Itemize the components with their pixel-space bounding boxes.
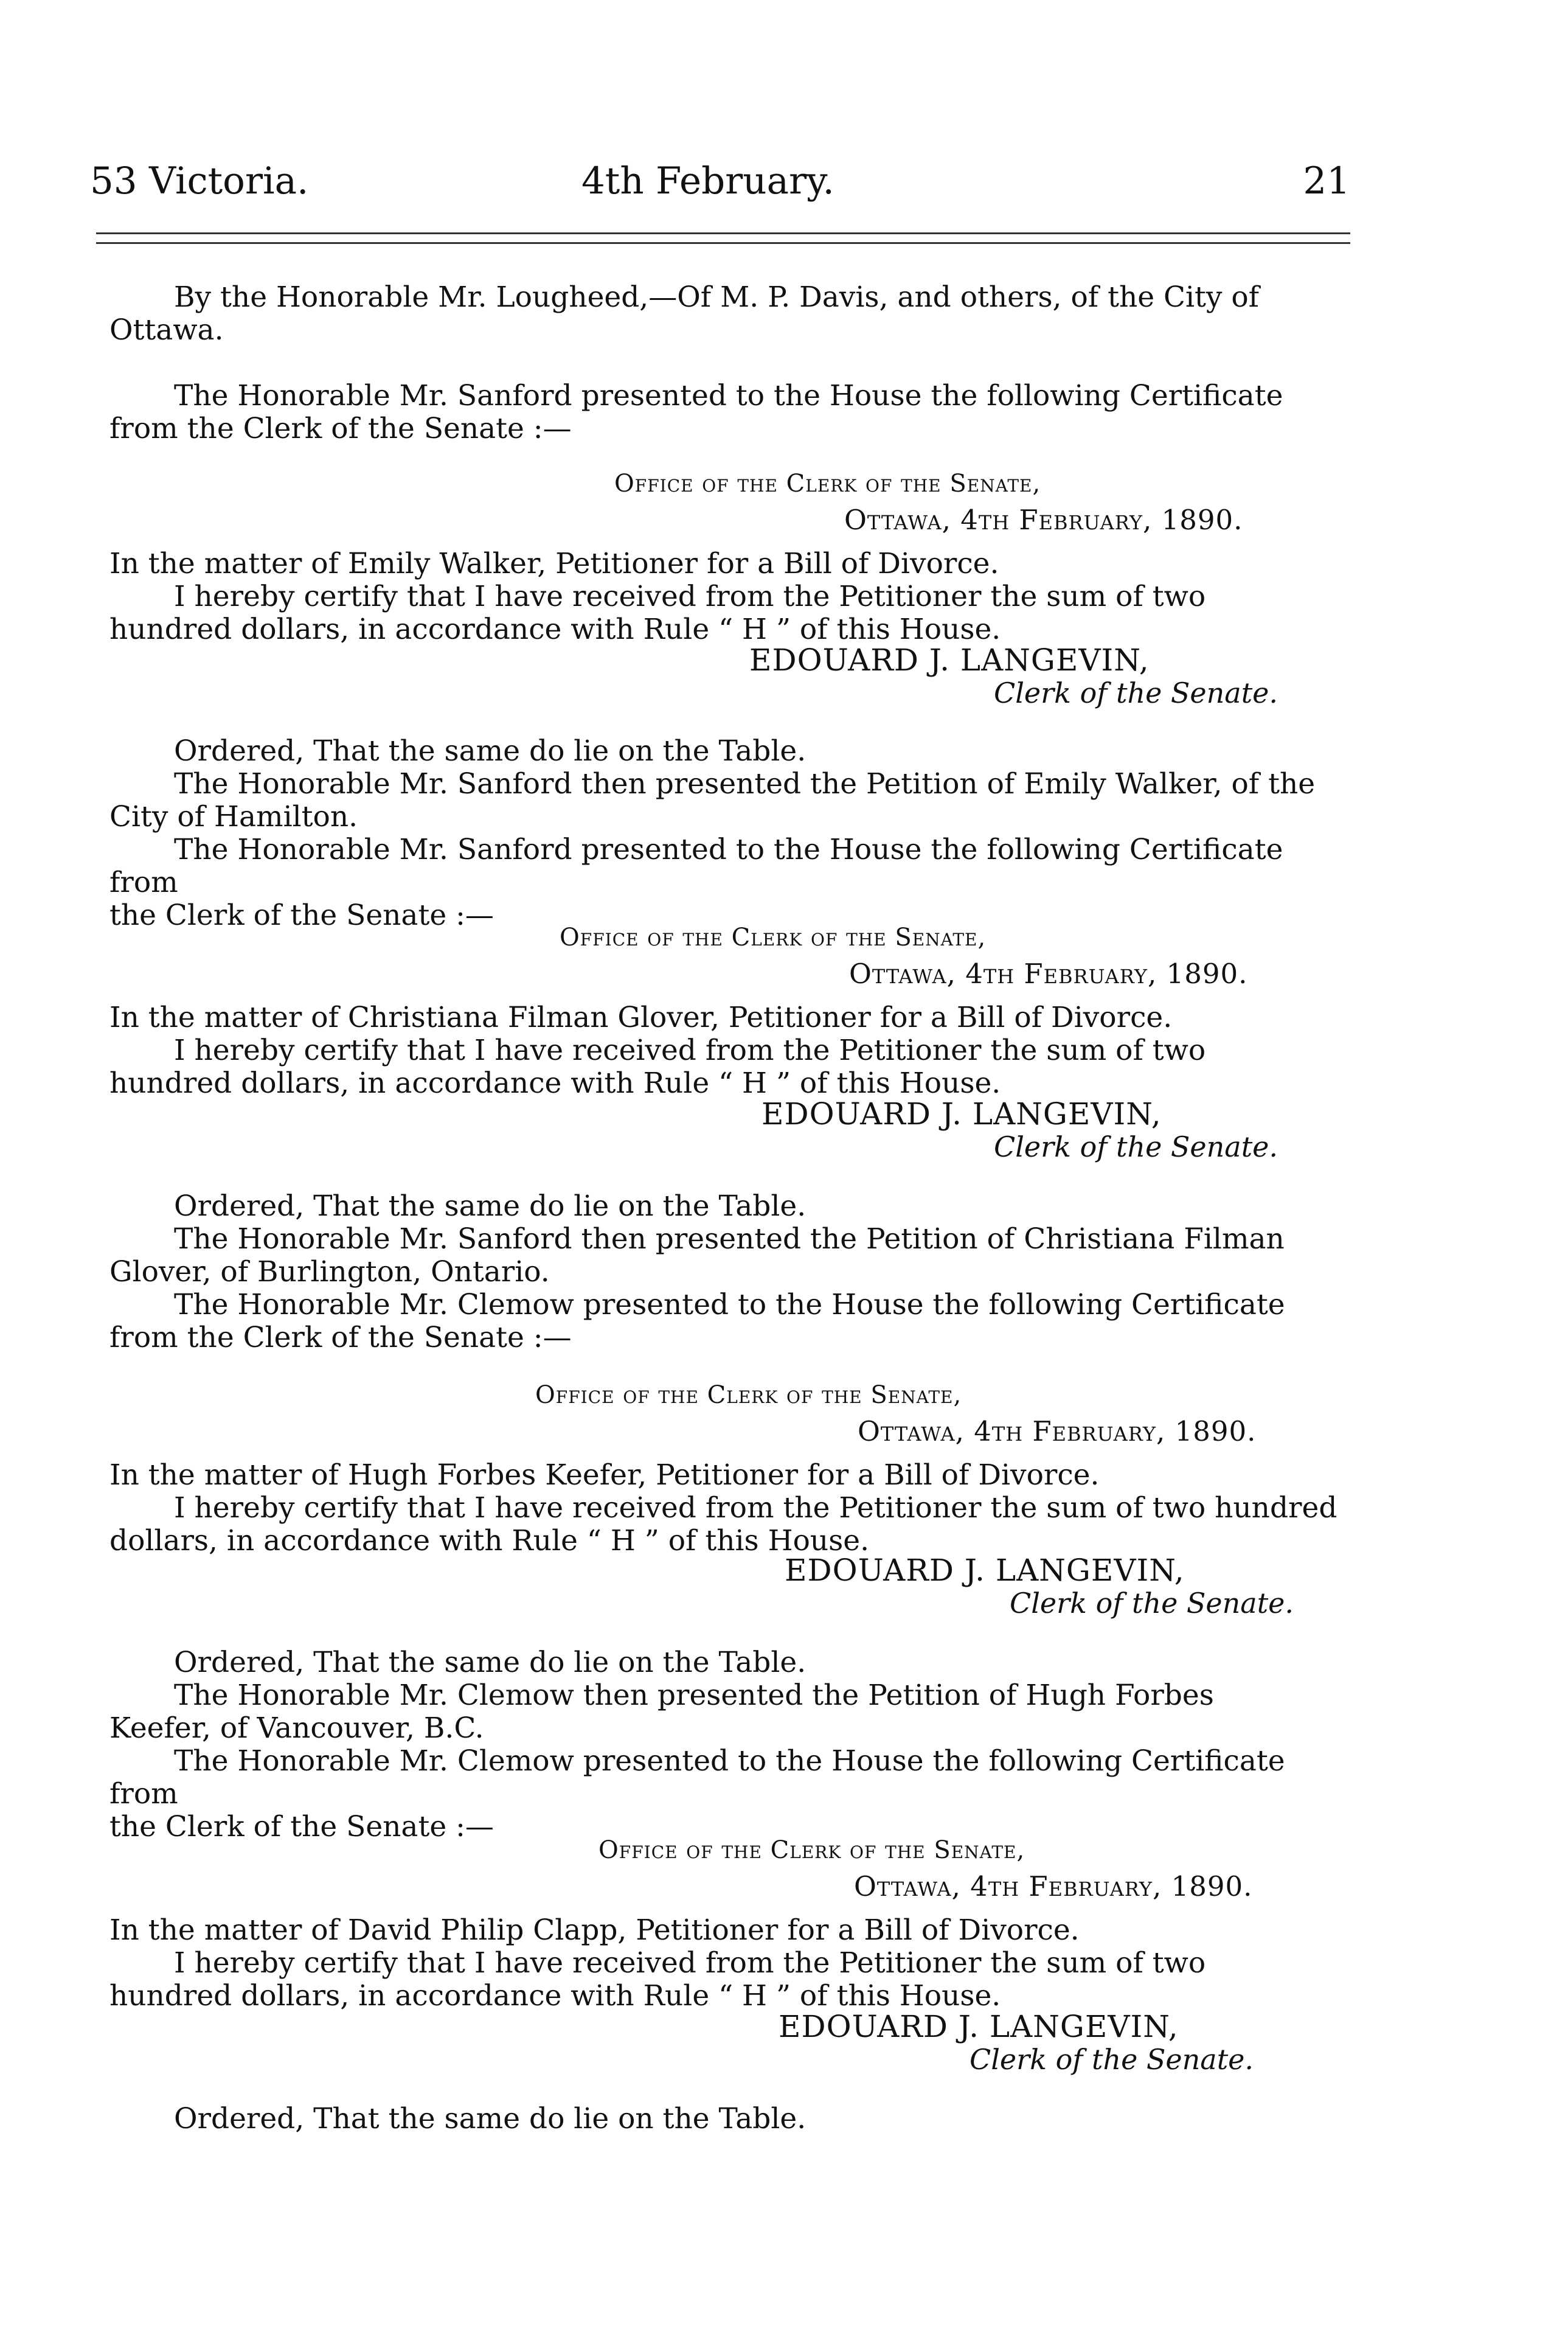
matter-line: In the matter of Emily Walker, Petitioner for a Bill of Divorce. xyxy=(109,547,999,580)
section-4-office: Office of the Clerk of the Senate, xyxy=(598,1836,1025,1864)
petition-line-2: Keefer, of Vancouver, B.C. xyxy=(109,1711,484,1745)
certify-line-2: hundred dollars, in accordance with Rule “ H ” of this House. xyxy=(109,1979,1001,2013)
presented-line-2: the Clerk of the Senate :— xyxy=(109,899,494,932)
section-3-office: Office of the Clerk of the Senate, xyxy=(535,1381,962,1409)
matter-line: In the matter of David Philip Clapp, Petitioner for a Bill of Divorce. xyxy=(109,1913,1080,1947)
section-3-clerk-title: Clerk of the Senate. xyxy=(1010,1587,1294,1620)
section-4-ordered xyxy=(109,2103,1350,2135)
petition-line-1: The Honorable Mr. Clemow then presented the Petition of Hugh Forbes xyxy=(174,1679,1214,1712)
petition-line-2: City of Hamilton. xyxy=(109,800,358,834)
intro-line-2: Ottawa. xyxy=(109,313,224,347)
date-label: 4th February. xyxy=(581,159,834,203)
presented-line-2: from the Clerk of the Senate :— xyxy=(109,1321,572,1354)
section-4-matter xyxy=(109,1914,1350,2013)
section-3-signature: EDOUARD J. LANGEVIN, xyxy=(785,1553,1185,1588)
section-1-presented xyxy=(109,380,1350,445)
ordered-line: Ordered, That the same do lie on the Table. xyxy=(174,734,807,768)
matter-line: In the matter of Hugh Forbes Keefer, Petitioner for a Bill of Divorce. xyxy=(109,1458,1100,1492)
intro-line-1: By the Honorable Mr. Lougheed,—Of M. P. Davis, and others, of the City of xyxy=(174,280,1260,314)
certify-line-1: I hereby certify that I have received from the Petitioner the sum of two hundred xyxy=(174,1491,1337,1525)
section-3-date: Ottawa, 4th February, 1890. xyxy=(858,1415,1257,1447)
section-2-presented xyxy=(109,834,1350,932)
session-label: 53 Victoria. xyxy=(90,159,309,203)
header-rule-top xyxy=(96,232,1350,234)
section-3-matter xyxy=(109,1459,1350,1558)
certify-line-1: I hereby certify that I have received from the Petitioner the sum of two xyxy=(174,580,1206,613)
certify-line-1: I hereby certify that I have received from the Petitioner the sum of two xyxy=(174,1034,1206,1067)
ordered-line: Ordered, That the same do lie on the Table. xyxy=(174,2102,807,2135)
section-3-ordered xyxy=(109,1646,1350,1745)
intro-paragraph xyxy=(109,281,1350,347)
section-2-matter xyxy=(109,1001,1350,1100)
presented-line-1: The Honorable Mr. Clemow presented to the House the following Certificate from xyxy=(109,1744,1285,1811)
page-number: 21 xyxy=(1303,159,1350,203)
section-4-presented xyxy=(109,1745,1350,1843)
certify-line-2: dollars, in accordance with Rule “ H ” of this House. xyxy=(109,1524,870,1558)
section-2-signature: EDOUARD J. LANGEVIN, xyxy=(761,1096,1162,1132)
presented-line-1: The Honorable Mr. Sanford presented to the House the following Certificate from xyxy=(109,833,1283,899)
petition-line-1: The Honorable Mr. Sanford then presented the Petition of Christiana Filman xyxy=(174,1222,1285,1256)
matter-line: In the matter of Christiana Filman Glover, Petitioner for a Bill of Divorce. xyxy=(109,1001,1173,1034)
section-2-clerk-title: Clerk of the Senate. xyxy=(994,1130,1278,1163)
section-3-presented xyxy=(109,1289,1350,1354)
presented-line-2: the Clerk of the Senate :— xyxy=(109,1810,494,1843)
page-header xyxy=(90,159,1350,214)
presented-line-2: from the Clerk of the Senate :— xyxy=(109,412,572,445)
presented-line-1: The Honorable Mr. Clemow presented to the House the following Certificate xyxy=(174,1288,1285,1321)
section-4-clerk-title: Clerk of the Senate. xyxy=(970,2043,1254,2076)
certify-line-1: I hereby certify that I have received from the Petitioner the sum of two xyxy=(174,1946,1206,1980)
section-1-office: Office of the Clerk of the Senate, xyxy=(614,470,1041,498)
section-4-signature: EDOUARD J. LANGEVIN, xyxy=(779,2009,1179,2044)
certify-line-2: hundred dollars, in accordance with Rule “ H ” of this House. xyxy=(109,613,1001,646)
section-2-date: Ottawa, 4th February, 1890. xyxy=(849,958,1248,990)
presented-line-1: The Honorable Mr. Sanford presented to the House the following Certificate xyxy=(174,379,1283,412)
section-1-clerk-title: Clerk of the Senate. xyxy=(994,677,1278,709)
certify-line-2: hundred dollars, in accordance with Rule “ H ” of this House. xyxy=(109,1067,1001,1100)
section-4-date: Ottawa, 4th February, 1890. xyxy=(854,1870,1253,1902)
section-1-date: Ottawa, 4th February, 1890. xyxy=(844,504,1243,536)
section-2-ordered xyxy=(109,1190,1350,1289)
section-1-signature: EDOUARD J. LANGEVIN, xyxy=(749,642,1150,678)
section-1-ordered xyxy=(109,735,1350,834)
ordered-line: Ordered, That the same do lie on the Table. xyxy=(174,1646,807,1679)
header-rule-bottom xyxy=(96,242,1350,244)
section-2-office: Office of the Clerk of the Senate, xyxy=(560,924,987,952)
petition-line-1: The Honorable Mr. Sanford then presented the Petition of Emily Walker, of the xyxy=(174,767,1316,801)
petition-line-2: Glover, of Burlington, Ontario. xyxy=(109,1255,550,1289)
section-1-matter xyxy=(109,548,1350,646)
ordered-line: Ordered, That the same do lie on the Table. xyxy=(174,1189,807,1223)
